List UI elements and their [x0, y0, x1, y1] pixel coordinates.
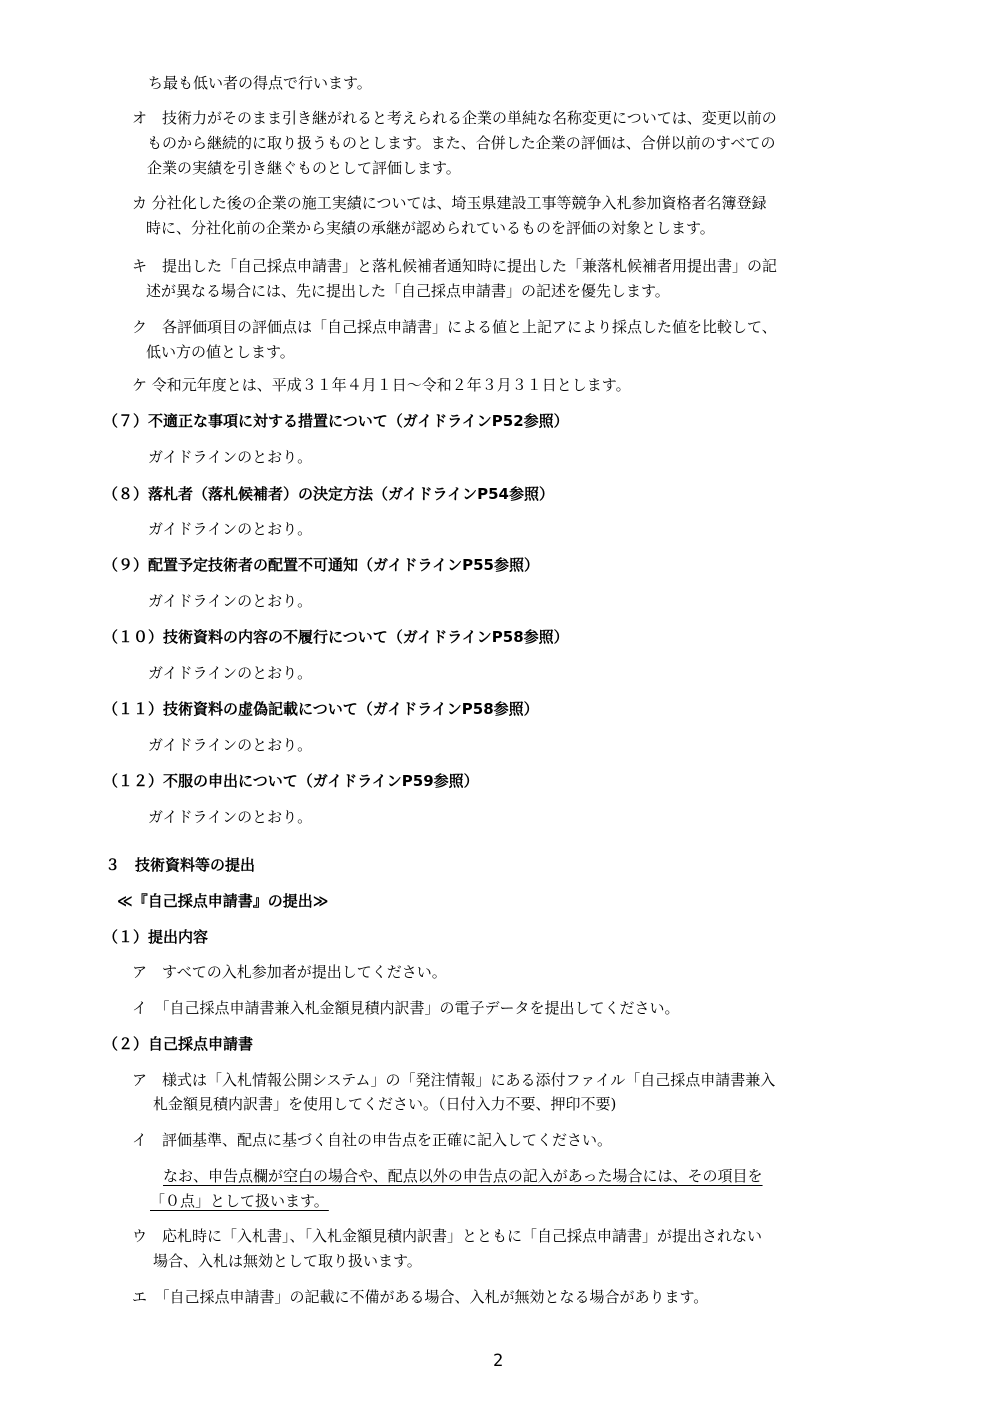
item-ku-line-1: ク 各評価項目の評価点は「自己採点申請書」による値と上記アにより採点した値を比較して、 — [132, 318, 777, 336]
item-a: ア すべての入札参加者が提出してください。 — [132, 963, 447, 981]
item-a-line-2: 札金額見積内訳書」を使用してください。（日付入力不要、押印不要) — [153, 1095, 617, 1113]
chapter-subheading: ≪『自己採点申請書』の提出≫ — [117, 892, 329, 910]
item-a-line-1: ア 様式は「入札情報公開システム」の「発注情報」にある添付ファイル「自己採点申請書兼入 — [132, 1071, 776, 1089]
item-ka-line-1: カ 分社化した後の企業の施工実績については、埼玉県建設工事等競争入札参加資格者名簿登録 — [132, 194, 767, 212]
section-body-12: ガイドラインのとおり。 — [148, 808, 313, 826]
item-u-line-2: 場合、入札は無効として取り扱います。 — [153, 1252, 422, 1270]
item-e-line: エ 「自己採点申請書」の記載に不備がある場合、入札が無効となる場合があります。 — [132, 1288, 709, 1306]
item-ka-line-2: 時に、分社化前の企業から実績の承継が認められているものを評価の対象とします。 — [146, 219, 715, 237]
item-ki-line-2: 述が異なる場合には、先に提出した「自己採点申請書」の記述を優先します。 — [146, 282, 670, 300]
item-o-line-2: ものから継続的に取り扱うものとします。また、合併した企業の評価は、合併以前のすべての — [147, 134, 776, 152]
section-heading-8: （８）落札者（落札候補者）の決定方法（ガイドラインP54参照） — [103, 485, 554, 503]
section-heading-12: （１２）不服の申出について（ガイドラインP59参照） — [103, 772, 479, 790]
section-heading-10: （１０）技術資料の内容の不履行について（ガイドラインP58参照） — [103, 628, 569, 646]
section-body-7: ガイドラインのとおり。 — [148, 448, 313, 466]
note-underlined-line-1: なお、申告点欄が空白の場合や、配点以外の申告点の記入があった場合には、その項目を — [163, 1167, 763, 1185]
note-underlined-line-2: 「０点」として扱います。 — [150, 1192, 329, 1210]
section-body-8: ガイドラインのとおり。 — [148, 520, 313, 538]
section-body-10: ガイドラインのとおり。 — [148, 664, 313, 682]
item-ku-line-2: 低い方の値とします。 — [146, 343, 295, 361]
item-ki-line-1: キ 提出した「自己採点申請書」と落札候補者通知時に提出した「兼落札候補者用提出書」の記 — [132, 257, 778, 275]
section-heading-7: （７）不適正な事項に対する措置について（ガイドラインP52参照） — [103, 412, 569, 430]
section-body-11: ガイドラインのとおり。 — [148, 736, 313, 754]
item-ke-line: ケ 令和元年度とは、平成３１年４月１日～令和２年３月３１日とします。 — [132, 376, 631, 394]
subsection-heading-1: （１）提出内容 — [103, 928, 209, 946]
chapter-heading-3: ３ 技術資料等の提出 — [105, 856, 256, 874]
text-line: ち最も低い者の得点で行います。 — [148, 74, 372, 92]
subsection-heading-2: （２）自己採点申請書 — [103, 1035, 254, 1053]
page-number: 2 — [493, 1351, 504, 1371]
section-body-9: ガイドラインのとおり。 — [148, 592, 313, 610]
item-i: イ 「自己採点申請書兼入札金額見積内訳書」の電子データを提出してください。 — [132, 999, 680, 1017]
item-u-line-1: ウ 応札時に「入札書」、「入札金額見積内訳書」とともに「自己採点申請書」が提出されない — [132, 1227, 763, 1245]
section-heading-9: （９）配置予定技術者の配置不可通知（ガイドラインP55参照） — [103, 556, 539, 574]
item-o-line-3: 企業の実績を引き継ぐものとして評価します。 — [147, 159, 461, 177]
item-o-line-1: オ 技術力がそのまま引き継がれると考えられる企業の単純な名称変更については、変更以前の — [132, 109, 777, 127]
section-heading-11: （１１）技術資料の虚偽記載について（ガイドラインP58参照） — [103, 700, 539, 718]
item-i-line: イ 評価基準、配点に基づく自社の申告点を正確に記入してください。 — [132, 1131, 613, 1149]
